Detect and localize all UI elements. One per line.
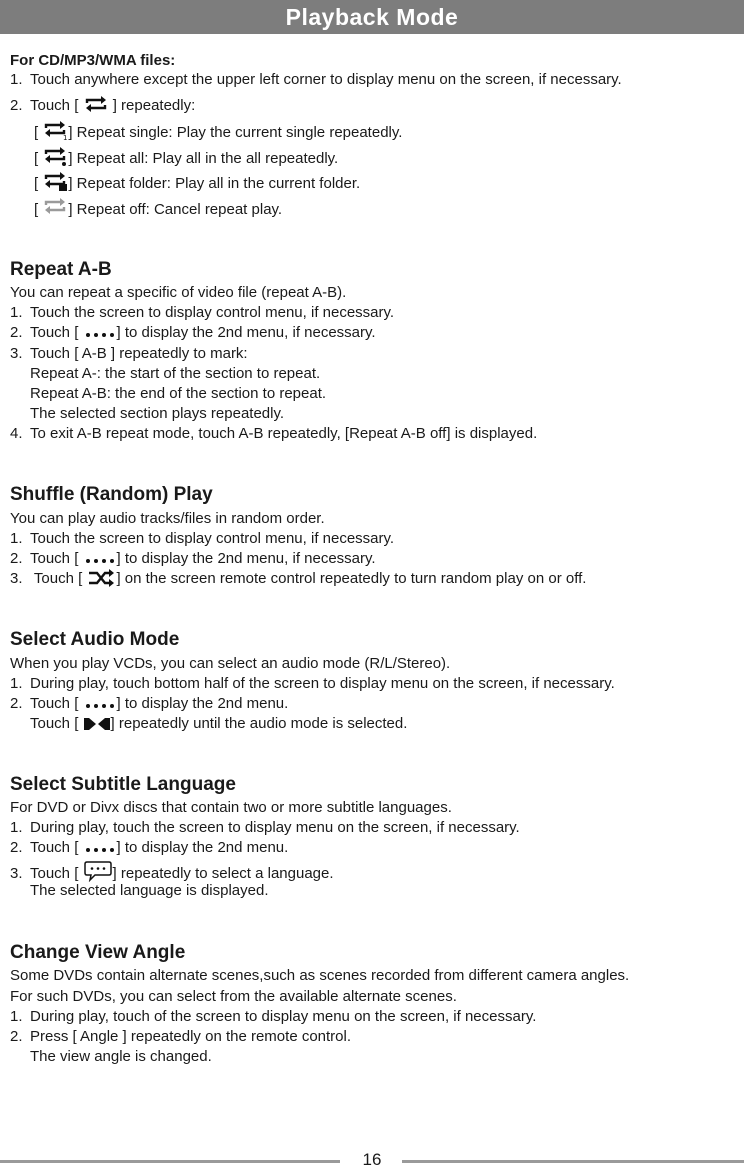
angle-step-1: 1. During play, touch of the screen to display menu on the screen, if necessary.: [10, 1008, 537, 1025]
audio-mode-intro: When you play VCDs, you can select an audio mode (R/L/Stereo).: [10, 655, 451, 672]
repeat-single-icon: [42, 119, 68, 147]
angle-intro-2: For such DVDs, you can select from the available alternate scenes.: [10, 988, 457, 1005]
shuffle-step-1: 1. Touch the screen to display control menu, if necessary.: [10, 530, 395, 547]
shuffle-step-2: 2. Touch [ ] to display the 2nd menu, if necessary.: [10, 549, 376, 573]
repeat-all-icon: [42, 145, 68, 173]
angle-step-2: 2. Press [ Angle ] repeatedly on the remote control.: [10, 1028, 352, 1045]
subtitle-heading: Select Subtitle Language: [10, 774, 236, 795]
page-title: Playback Mode: [285, 4, 459, 30]
angle-heading: Change View Angle: [10, 942, 186, 963]
repeat-single-option: [ 1 ] Repeat single: Play the current single repeatedly.: [34, 119, 402, 147]
audio-channel-icon: [83, 716, 111, 738]
footer-rule-left: [0, 1160, 340, 1163]
audio-mode-heading: Select Audio Mode: [10, 629, 180, 650]
subtitle-step-3: 3. Touch [ ] repeatedly to select a language.: [10, 860, 334, 888]
repeat-ab-intro: You can repeat a specific of video file (repeat A-B).: [10, 284, 347, 301]
repeat-folder-option: [ ] Repeat folder: Play all in the current folder.: [34, 170, 360, 198]
cd-step-2: 2. Touch [ ] repeatedly:: [10, 94, 195, 120]
cd-subtitle: For CD/MP3/WMA files:: [10, 52, 176, 69]
header-bar: [0, 0, 744, 34]
subtitle-intro: For DVD or Divx discs that contain two or more subtitle languages.: [10, 799, 452, 816]
angle-step-2b: The view angle is changed.: [30, 1048, 212, 1065]
repeat-ab-step-3a: Repeat A-: the start of the section to repeat.: [30, 365, 321, 382]
repeat-ab-step-4: 4. To exit A-B repeat mode, touch A-B repeatedly, [Repeat A-B off] is displayed.: [10, 425, 538, 442]
svg-text:1: 1: [63, 134, 68, 141]
audio-mode-step-2: 2. Touch [ ] to display the 2nd menu.: [10, 694, 288, 718]
shuffle-heading: Shuffle (Random) Play: [10, 484, 213, 505]
repeat-all-option: [ ] Repeat all: Play all in the all repeatedly.: [34, 145, 338, 173]
shuffle-intro: You can play audio tracks/files in random order.: [10, 510, 325, 527]
repeat-off-option: [ ] Repeat off: Cancel repeat play.: [34, 196, 282, 224]
subtitle-step-3b: The selected language is displayed.: [30, 882, 269, 899]
repeat-ab-step-1: 1. Touch the screen to display control menu, if necessary.: [10, 304, 395, 321]
shuffle-step-3: 3. Touch [ ] on the screen remote control repeatedly to turn random play on or off.: [10, 569, 586, 593]
repeat-ab-step-2: 2. Touch [ ] to display the 2nd menu, if necessary.: [10, 323, 376, 347]
angle-intro-1: Some DVDs contain alternate scenes,such as scenes recorded from different camera angles.: [10, 967, 630, 984]
repeat-folder-icon: [42, 170, 68, 198]
subtitle-step-2: 2. Touch [ ] to display the 2nd menu.: [10, 838, 288, 862]
repeat-ab-step-3: 3. Touch [ A-B ] repeatedly to mark:: [10, 345, 248, 362]
audio-mode-step-1: 1. During play, touch bottom half of the screen to display menu on the screen, if necessary.: [10, 675, 615, 692]
repeat-ab-step-3b: Repeat A-B: the end of the section to repeat.: [30, 385, 327, 402]
cd-step-1: 1. Touch anywhere except the upper left corner to display menu on the screen, if necessary.: [10, 71, 622, 88]
more-dots-icon: [83, 842, 117, 862]
repeat-icon: [83, 94, 109, 120]
shuffle-icon: [86, 569, 116, 593]
repeat-ab-heading: Repeat A-B: [10, 259, 112, 280]
repeat-off-icon: [42, 196, 68, 224]
repeat-ab-step-3c: The selected section plays repeatedly.: [30, 405, 285, 422]
page-number: 16: [362, 1150, 382, 1169]
footer-rule-right: [402, 1160, 744, 1163]
subtitle-step-1: 1. During play, touch the screen to display menu on the screen, if necessary.: [10, 819, 520, 836]
audio-mode-step-2b: Touch [ ] repeatedly until the audio mode is selected.: [30, 714, 407, 738]
